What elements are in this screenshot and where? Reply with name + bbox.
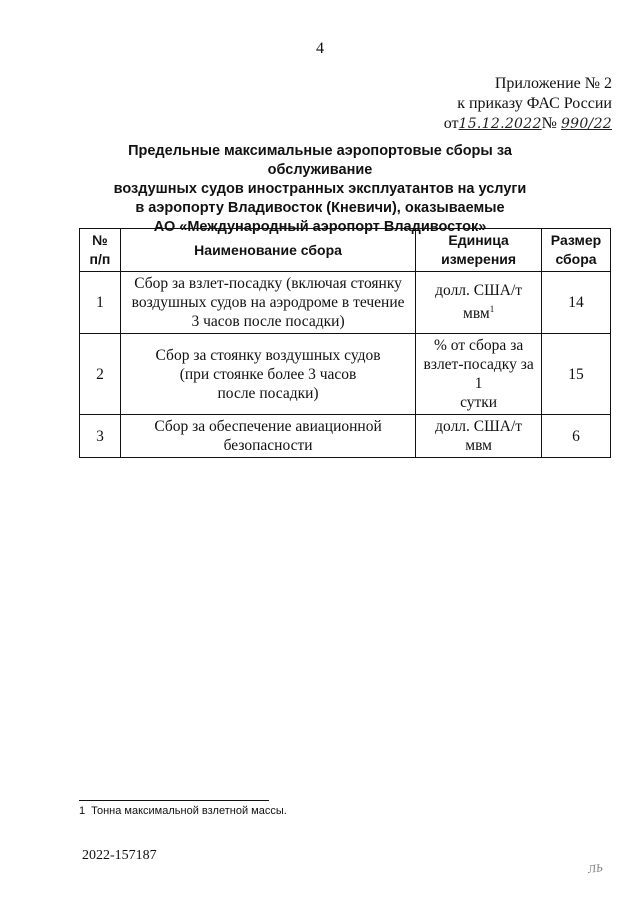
table-row [80, 415, 611, 458]
table-row [80, 272, 611, 334]
signature: ЛЬ [587, 863, 604, 876]
fee-name-line: Сбор за взлет-посадку (включая стоянку [134, 275, 402, 292]
footnote-reference: 1 [489, 304, 495, 315]
title-line-3: в аэропорту Владивосток (Кневичи), оказываемые [135, 200, 505, 216]
title-line-4: АО «Международный аэропорт Владивосток» [153, 219, 487, 235]
footnote-text: Тонна максимальной взлетной массы. [91, 805, 287, 817]
order-reference [444, 114, 612, 134]
fee-name-line: Сбор за обеспечение авиационной [154, 418, 382, 435]
from-label: от [443, 115, 459, 132]
number-label: № [541, 115, 557, 132]
title-line-1: Предельные максимальные аэропортовые сборы за обслуживание [128, 143, 512, 178]
header-size-line-2: сбора [555, 251, 597, 267]
table-header-row [80, 229, 611, 272]
fee-name-line: безопасности [223, 437, 313, 454]
header-number-line-2: п/п [89, 251, 111, 267]
header-size-line-1: Размер [550, 232, 602, 248]
fee-value: 15 [542, 334, 611, 415]
header-number [80, 229, 121, 272]
fee-name [120, 415, 415, 458]
fee-unit-line: взлет-посадку за 1 [423, 356, 534, 392]
table-row [80, 334, 611, 415]
order-number: 990/22 [560, 116, 612, 132]
fee-value: 14 [542, 272, 611, 334]
header-number-line-1: № [92, 232, 108, 248]
appendix-header [444, 74, 612, 134]
footnote [79, 805, 287, 817]
document-registration-number: 2022-157187 [82, 848, 157, 863]
row-number: 3 [80, 415, 121, 458]
fee-name-line: 3 часов после посадки) [191, 313, 345, 330]
footnote-divider [79, 800, 269, 801]
header-unit-line-2: измерения [441, 251, 517, 267]
order-date: 15.12.2022 [458, 116, 542, 132]
fee-name [120, 334, 415, 415]
fee-name-line: воздушных судов на аэродроме в течение [131, 294, 405, 311]
page-number: 4 [316, 40, 324, 57]
title-line-2: воздушных судов иностранных эксплуатантов на услуги [113, 181, 527, 197]
fee-unit-line: долл. США/т мвм [435, 282, 523, 323]
fee-unit: долл. США/т мвм [416, 415, 542, 458]
fees-table [79, 228, 611, 458]
row-number: 2 [80, 334, 121, 415]
appendix-line-1: Приложение № 2 [494, 75, 612, 92]
document-title [80, 142, 560, 237]
fee-unit [416, 334, 542, 415]
fee-unit [416, 272, 542, 334]
fee-unit-line: % от сбора за [434, 337, 524, 354]
fee-name-line: (при стоянке более 3 часов [179, 365, 357, 383]
row-number: 1 [80, 272, 121, 334]
header-unit-line-1: Единица [448, 232, 509, 248]
fee-unit-line: сутки [460, 394, 498, 411]
header-unit [416, 229, 542, 272]
footnote-mark: 1 [79, 805, 86, 817]
header-size [542, 229, 611, 272]
appendix-line-2: к приказу ФАС России [457, 95, 612, 112]
fee-name-line: после посадки) [217, 384, 319, 402]
fee-name [120, 272, 415, 334]
fee-value: 6 [542, 415, 611, 458]
fee-name-line: Сбор за стоянку воздушных судов [155, 346, 381, 364]
header-name: Наименование сбора [120, 229, 415, 272]
